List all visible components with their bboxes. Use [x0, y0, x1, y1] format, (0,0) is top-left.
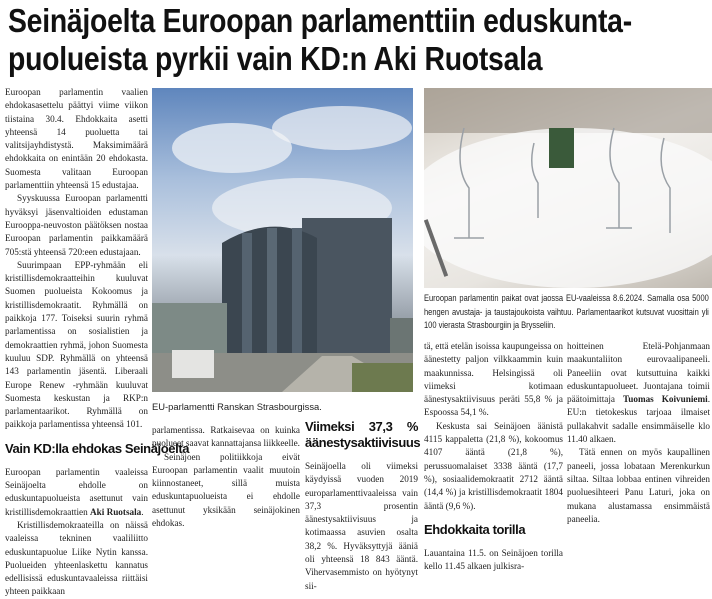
column-1: [5, 86, 190, 599]
paragraph: parlamentissa. Ratkaisevaa on kuinka puolueet saavat kannattajansa liikkeelle.: [152, 425, 300, 449]
paragraph: Keskusta sai Seinäjoen äänistä 4115 kappaletta (21,8 %), kokoomus 4107 ääntä (21,8 %), perussuomalaiset 3338 ääntä (17,7 %), sosiaalidemokraatit 2712 ääntä (14,4 %) ja kristillisdemokraatit 1804 ääntä (9,6 %).: [424, 420, 563, 511]
column-5: [567, 340, 710, 526]
paragraph: Syyskuussa Euroopan parlamentti hyväksyi jäsenvaltioiden edustaman Eurooppa-neuvoston päätöksen nostaa Euroopan parlamentin paikkamäärä 705:stä yhteensä 720:een edustajaan.: [5, 193, 148, 257]
paragraph: Tätä ennen on myös kaupallinen paneeli, jossa lobataan Merenkurkun siltaa. Siltaa lobbaa entinen vihreiden puoluesihteeri Panu Laturi, joka on mukana alustamassa ensimmäistä paneelia.: [567, 447, 710, 524]
column-3: [305, 419, 421, 593]
subheading: Vain KD:lla ehdokas Seinäjoelta: [5, 440, 190, 456]
text: hoitteinen Etelä-Pohjanmaan maakuntaliiton eurovaalipaneeli. Paneeliin ovat kutsuttuina kaikki eduskuntapuolueet. Juontajana toimii päätoimittaja: [567, 341, 710, 405]
text: .: [141, 506, 144, 517]
photo-caption: Euroopan parlamentin paikat ovat jaossa EU-vaaleissa 8.6.2024. Samalla osa 5000 hengen avustaja- ja taustajoukoista vaihtuu. Parlamentaarikot kutsuvat vuosittain yli 100 vierasta Strasbourgiin ja Brysseliin.: [424, 292, 709, 330]
banquet-table-photo: [424, 88, 712, 288]
column-2: [152, 424, 300, 530]
paragraph: Seinäjoen politiikkoja eivät Euroopan parlamentin vaalit muutoin kiinnostaneet, sillä muista eduskuntapuolueista ei ehdolle asettunut yksikään seinäjokinen ehdokas.: [152, 451, 300, 529]
subheading: Viimeksi 37,3 % äänestysaktiivisuus: [305, 419, 421, 450]
person-name: Tuomas Koivuniemi: [622, 394, 708, 405]
paragraph: [5, 466, 148, 519]
headline: Seinäjoelta Euroopan parlamenttiin eduskunta-puolueista pyrkii vain KD:n Aki Ruotsala: [8, 2, 632, 77]
column-4: [424, 340, 563, 573]
paragraph: [567, 340, 710, 446]
person-name: Aki Ruotsala: [89, 506, 142, 517]
text: Euroopan parlamentin vaaleissa Seinäjoelta ehdolle on eduskuntapuolueista asettunut vain kristillisdemokraattien: [5, 466, 148, 517]
paragraph: Suurimpaan EPP-ryhmään eli kristillisdemokraatteihin kuuluvat Suomen puolueista Kokoomus ja kristillisdemokraatit. Ryhmällä on paikkoja 177. Toiseksi suurin ryhmä parlamentissa on sosialistien ja demokraattien ryhmä, johon Suomesta kuuluu SDP. Ryhmällä on yhteensä 143 parlamentin jäsentä. Liberaali Europe Renew -ryhmään kuuluvat Suomesta keskustan ja RKP:n parlamentaarikot. Ryhmällä on paikkoja parlamentissa yhteensä 101.: [5, 259, 148, 430]
paragraph: Seinäjoella oli viimeksi käydyissä vuoden 2019 europarlamenttivaaleissa vain 37,3 prosentin äänestysaktiivisuus ja kotimaassa asuvien osalta 38,2 %. Hyväksyttyjä ääniä oli yhteensä 18 843 ääntä. Vihervasemmisto on hyötynyt sii-: [305, 461, 418, 591]
photo-caption: EU-parlamentti Ranskan Strasbourgissa.: [152, 401, 322, 412]
paragraph: Lauantaina 11.5. on Seinäjoen torilla kello 11.45 alkaen julkisra-: [424, 547, 563, 572]
text: . EU:n tietokeskus tarjoaa ilmaiset pullakahvit sadalle ensimmäiselle klo 11.40 alkaen.: [567, 394, 710, 445]
paragraph: tä, että etelän isoissa kaupungeissa on äänestetty paljon vilkkaammin kuin maakunnissa. Helsingissä oli viimeksi kotimaan äänestysaktiivisuus peräti 55,8 % ja Espoossa 54,1 %.: [424, 341, 563, 418]
subheading: Ehdokkaita torilla: [424, 521, 526, 537]
paragraph: Kristillisdemokraateilla on näissä vaaleissa tekninen vaaliliitto eduskuntapuolue Liike Nytin kanssa. Puolueiden yhteenlaskettu kannatus edellisissä eduskuntavaaleissa riittäisi yhteen paikkaan: [5, 519, 148, 597]
paragraph: Euroopan parlamentin vaalien ehdokasasettelu päättyi viime viikon tiistaina 30.4. Ehdokkaita asetti yhteensä 14 puoluetta tai valitsijayhdistystä. Maksimimäärä ehdokkaita on enintään 20 ehdokasta. Suomesta valitaan Euroopan parlamenttiin yhteensä 15 edustajaa.: [5, 87, 148, 191]
parliament-photo: [152, 88, 413, 392]
